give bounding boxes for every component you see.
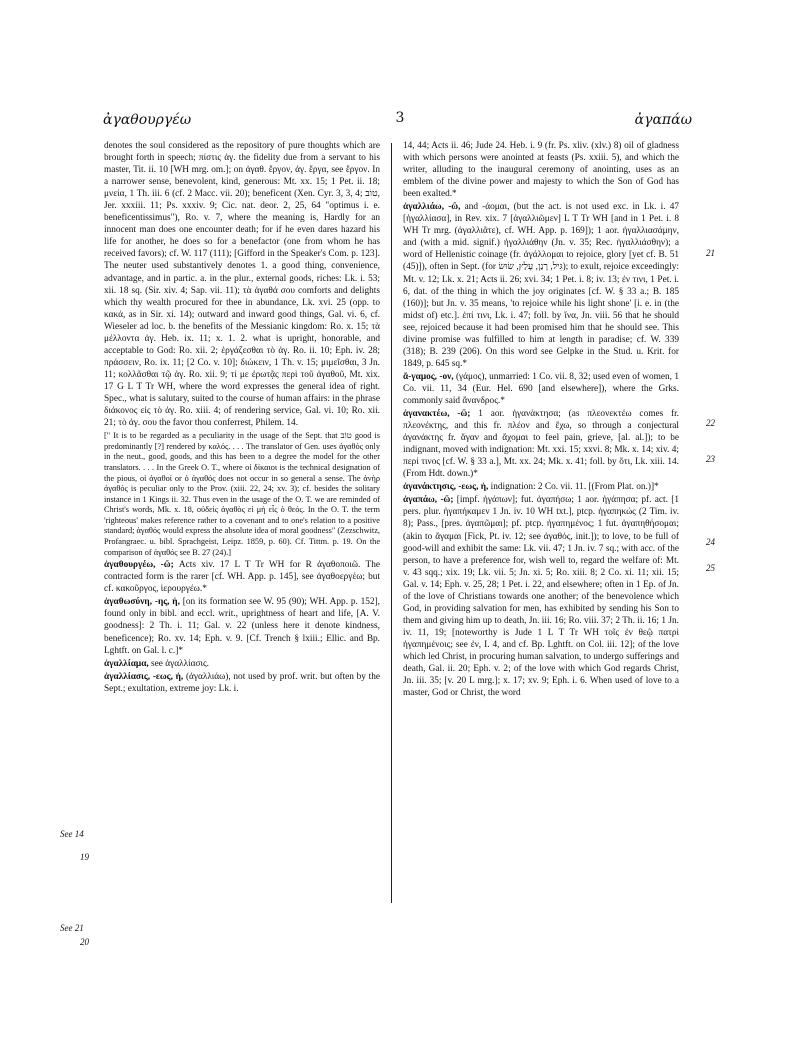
entry-headword: ἀγανακτέω, -ῶ; xyxy=(403,409,471,420)
entry-headword: ἀγαλλίασις, -εως, ἡ, xyxy=(104,671,184,682)
running-head-left: ἀγαθουργέω xyxy=(103,112,192,128)
entry-agathosyne xyxy=(104,596,380,656)
running-head-right: ἀγαπάω xyxy=(634,112,692,128)
entry-headword: ἀγαλλίαμα, xyxy=(104,658,149,669)
entry-body: indignation: 2 Co. vii. 11. [(From Plat. on.)]* xyxy=(490,482,659,493)
entry-headword: ἀγανάκτησις, -εως, ἡ, xyxy=(403,482,489,493)
entry-headword: ἀγαπάω, -ῶ; xyxy=(403,495,454,506)
entry-agalliao xyxy=(403,201,679,370)
entry-headword: ἄ-γαμος, -ον, xyxy=(403,371,454,382)
entry-body: Acts xiv. 17 L T Tr WH for R ἀγαθοποιῶ. The contracted form is the rarer [cf. WH. App. p. 145], see ἀγαθοεργέω; but cf. κακοῦργος, ἱερουργέω.* xyxy=(104,560,380,595)
margin-ref: 23 xyxy=(706,454,715,464)
entry-body: and -άομαι, (but the act. is not used exc. in Lk. i. 47 [ἠγαλλίασα], in Rev. xix. 7 [ἀγαλλιῶμεν] L T Tr WH [and in 1 Pet. i. 8 WH Tr mrg. (ἀγαλλιᾶτε), cf. WH. App. p. 169]); 1 aor. ἠγαλλιασάμην, and (with a mid. signif.) ἠγαλλιάθην (Jn. v. 35; Rec. ἠγαλλιάσθην); a word of Hellenistic coinage (fr. ἀγάλλομαι to rejoice, glory [yet cf. B. 51 (45)]), often in Sept. (for גִּיל, רָנַן, עָלַץ, שׂוּשׂ); to exult, rejoice exceedingly: Mt. v. 12; Lk. x. 21; Acts ii. 26; xvi. 34; 1 Pet. i. 8; iv. 13; ἐν τινι, 1 Pet. i. 6, dat. of the thing in which the joy originates [cf. W. § 33 a.; B. 185 (160)]; but Jn. v. 35 means, 'to rejoice while his light shone' [i. e. in (the midst of) etc.]. ἐπί τινι, Lk. i. 47; foll. by ἵνα, Jn. viii. 56 that he should see, rejoiced because it had been promised him that he should see. This divine promise was fulfilled to him at length in paradise; cf. W. 339 (318); B. 239 (206). On this word see Gelpke in the Stud. u. Krit. for 1849, p. 645 sq.* xyxy=(403,202,680,369)
margin-ref: See 14 xyxy=(60,829,84,839)
margin-ref: 24 xyxy=(706,537,715,547)
left-column xyxy=(104,140,380,696)
entry-aganaktesis xyxy=(403,481,679,493)
right-paragraph: 14, 44; Acts ii. 46; Jude 24. Heb. i. 9 (fr. Ps. xliv. (xlv.) 8) oil of gladness with which persons were anointed at feasts (Ps. xxiii. 5), and which the writer, alluding to the inaugural ceremony of anointing, uses as an emblem of the divine power and majesty to which the Son of God has been exalted.* xyxy=(403,141,679,200)
entry-body: (γάμος), unmarried: 1 Co. vii. 8, 32; used even of women, 1 Co. vii. 11, 34 (Eur. Hel. 690 [and elsewhere]), where the Grks. commonly said ἄνανδρος.* xyxy=(403,371,680,406)
right-column xyxy=(403,140,679,700)
entry-body: see ἀγαλλίασις. xyxy=(151,658,209,669)
column-divider xyxy=(391,143,392,903)
entry-agalliama xyxy=(104,658,380,670)
entry-headword: ἀγαθουργέω, -ῶ; xyxy=(104,560,174,571)
entry-body: [impf. ἠγάπων]; fut. ἀγαπήσω; 1 aor. ἠγάπησα; pf. act. [1 pers. plur. ἠγαπήκαμεν 1 Jn. iv. 10 WH txt.], ptcp. ἠγαπηκώς (2 Tim. iv. 8); Pass., [pres. ἀγαπῶμαι]; pf. ptcp. ἠγαπημένος; 1 fut. ἀγαπηθήσομαι; (akin to ἄγαμαι [Fick, Pt. iv. 12; see ἀγαθός, init.]); to love, to be full of good-will and exhibit the same: Lk. vii. 47; 1 Jn. iv. 7 sq.; with acc. of the person, to have a preference for, wish well to, regard the welfare of: Mt. v. 43 sqq.; xix. 19; Lk. vii. 5; Jn. xi. 5; Ro. xiii. 8; 2 Co. xi. 11; xii. 15; Gal. v. 14; Eph. v. 25, 28; 1 Pet. i. 22, and elsewhere; often in 1 Ep. of Jn. of the love of Christians towards one another; of the benevolence which God, in providing salvation for men, has exhibited by sending his Son to them and giving him up to death, Jn. iii. 16; Ro. viii. 37; 2 Th. ii. 16; 1 Jn. iv. 11, 19; [noteworthy is Jude 1 L T Tr WH τοῖς ἐν θεῷ πατρὶ ἠγαπημένοις; see ἐν, I. 4, and cf. Bp. Lghtft. on Col. iii. 12]; of the love which led Christ, in procuring human salvation, to undergo sufferings and death, Gal. ii. 20; Eph. v. 2; of the love with which God regards Christ, Jn. iii. 35; [v. 20 L mrg.]; x. 17; xv. 9; Eph. i. 6. When used of love to a master, God or Christ, the word xyxy=(403,495,679,699)
margin-ref: See 21 xyxy=(60,923,84,933)
entry-agalliasis xyxy=(104,671,380,695)
margin-ref: 21 xyxy=(706,248,715,258)
entry-aganakteo xyxy=(403,408,679,480)
margin-ref: 22 xyxy=(706,418,715,428)
entry-agamos xyxy=(403,371,679,407)
left-paragraph: denotes the soul considered as the repository of pure thoughts which are brought forth in speech; πίστις ἀγ. the fidelity due from a servant to his master, Tit. ii. 10 [WH mrg. om.]; on ἀγαθ. ἔργον, ἀγ. ἔργα, see ἔργον. In a narrower sense, benevolent, kind, generous: Mt. xx. 15; 1 Pet. ii. 18; μνεία, 1 Th. iii. 6 (cf. 2 Macc. vii. 20); beneficent (Xen. Cyr. 3, 3, 4; טוֹב, Jer. xxxiii. 11; Ps. xxxiv. 9; Cic. nat. deor. 2, 25, 64 "optimus i. e. beneficentissimus"), Ro. v. 7, where the meaning is, Hardly for an innocent man does one encounter death; for if he even dares hazard his life for another, he does so for a benefactor (one from whom he has received favors); cf. W. 117 (111); [Gifford in the Speaker's Com. p. 123]. The neuter used substantively denotes 1. a good thing, convenience, advantage, and in partic. a. in the plur., external goods, riches: Lk. i. 53; xii. 18 sq. (Sir. xiv. 4; Sap. vii. 11); τὰ ἀγαθά σου comforts and delights which thy wealth procured for thee in abundance, Lk. xvi. 25 (opp. to κακά, as in Sir. xi. 14); outward and inward good things, Gal. vi. 6, cf. Wieseler ad loc. b. the benefits of the Messianic kingdom: Ro. x. 15; τὰ μέλλοντα ἀγ. Heb. ix. 11; x. 1. 2. what is upright, honorable, and acceptable to God: Ro. xii. 2; ἐργάζεσθαι τὸ ἀγ. Ro. ii. 10; Eph. iv. 28; πράσσειν, Ro. ix. 11; [2 Co. v. 10]; διώκειν, 1 Th. v. 15; μιμεῖσθαι, 3 Jn. 11; κολλᾶσθαι τῷ ἀγ. Ro. xii. 9; τί με ἐρωτᾷς περὶ τοῦ ἀγαθοῦ, Mt. xix. 17 G L T Tr WH, where the word expresses the general idea of right. Spec., what is salutary, suited to the course of human affairs: in the phrase διάκονος εἰς τὸ ἀγ. Ro. xiii. 4; of rendering service, Gal. vi. 10; Ro. xii. 21; τὸ ἀγ. σου the favor thou conferrest, Philem. 14. xyxy=(104,141,380,429)
entry-headword: ἀγαλλιάω, -ῶ, xyxy=(403,202,461,213)
entry-headword: ἀγαθωσύνη, -ης, ἡ, xyxy=(104,597,180,608)
margin-ref: 19 xyxy=(80,852,89,862)
left-note: [" It is to be regarded as a peculiarity in the usage of the Sept. that טוֹב good is predominantly [?] rendered by καλός. . . . The translator of Gen. uses ἀγαθός only in the neut., good, goods, and this has been to a degree the model for the other translators. . . . In the Greek O. T., where οἱ δίκαιοι is the technical designation of the pious, οἱ ἀγαθοί or ὁ ἀγαθός does not occur in so general a sense. The ἀνὴρ ἀγαθός is peculiar only to the Prov. (xiii. 22, 24; xv. 3); cf. besides the solitary instance in 1 Kings ii. 32. Thus even in the usage of the O. T. we are reminded of Christ's words, Mk. x. 18, οὐδεὶς ἀγαθὸς εἰ μὴ εἷς ὁ θεός. In the O. T. the term 'righteous' makes reference rather to a covenant and to one's relation to a positive standard; ἀγαθός would express the absolute idea of moral goodness" (Zezschwitz, Profangraec. u. bibl. Sprachgeist, Leipz. 1859, p. 60). Cf. Tittm. p. 19. On the comparison of ἀγαθός see B. 27 (24).] xyxy=(104,431,380,557)
entry-body: 1 aor. ἠγανάκτησα; (as πλεονεκτέω comes fr. πλεονέκτης, and this fr. πλέον and ἔχω, so through a conjectural ἀγανάκτης fr. ἄγαν and ἄχομαι to feel pain, grieve, [al. al.]); to be indignant, moved with indignation: Mt. xxi. 15; xxvi. 8; Mk. x. 14; xiv. 4; περί τινος [cf. W. § 33 a.], Mt. xx. 24; Mk. x. 41; foll. by ὅτι, Lk. xiii. 14. (From Hdt. down.)* xyxy=(403,409,680,480)
entry-agathourgeo xyxy=(104,559,380,595)
margin-ref: 20 xyxy=(80,937,89,947)
page-number: 3 xyxy=(395,110,405,126)
margin-ref: 25 xyxy=(706,563,715,573)
entry-agapao xyxy=(403,494,679,699)
entry-body: (ἀγαλλιάω), not used by prof. writ. but often by the Sept.; exultation, extreme joy: Lk. i. xyxy=(104,671,380,694)
entry-body: [on its formation see W. 95 (90); WH. App. p. 152], found only in bibl. and eccl. writ., uprightness of heart and life, [A. V. goodness]: 2 Th. i. 11; Gal. v. 22 (unless here it denote kindness, beneficence); Ro. xv. 14; Eph. v. 9. [Cf. Trench § lxiii.; Ellic. and Bp. Lghtft. on Gal. l. c.]* xyxy=(104,597,381,656)
